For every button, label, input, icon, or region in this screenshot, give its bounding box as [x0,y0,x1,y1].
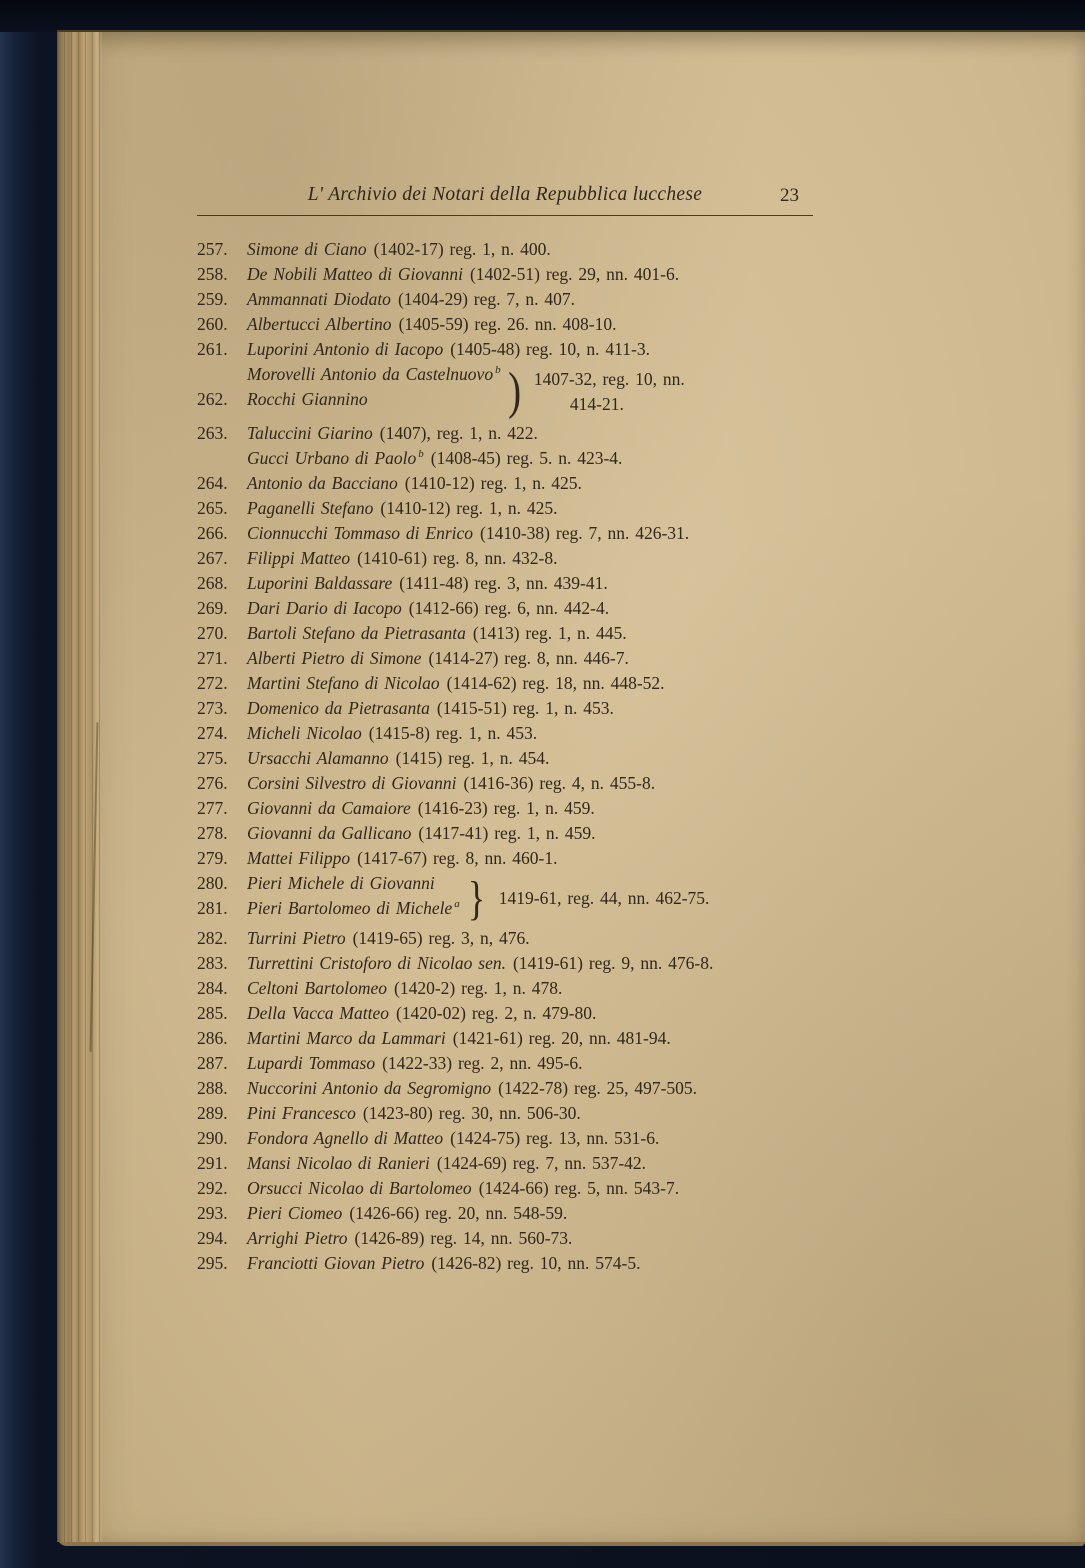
entry-row [197,1226,813,1251]
entry-name: Arrighi Pietro [247,1228,348,1248]
entry-number: 266. [197,523,228,543]
entry-number: 292. [197,1178,228,1198]
entry-name: Pieri Bartolomeo di Michele [247,898,453,918]
entry-row [197,1101,813,1126]
group-names [197,871,460,926]
entry-row [197,696,813,721]
entry-name: Giovanni da Camaiore [247,798,411,818]
entry-name: Domenico da Pietrasanta [247,698,430,718]
entry-detail: (1415) reg. 1, n. 454. [395,748,550,768]
entry-name: Luporini Antonio di Iacopo [247,339,444,359]
entry-detail: (1421-61) reg. 20, nn. 481-94. [452,1028,671,1048]
group-detail-line: 1419-61, reg. 44, nn. 462-75. [498,888,710,908]
entry-name: Dari Dario di Iacopo [247,598,402,618]
entry-name: Luporini Baldassare [247,573,393,593]
entry-name: Paganelli Stefano [247,498,374,518]
entry-row [197,1126,813,1151]
entry-row [197,721,813,746]
entry-detail: (1424-69) reg. 7, nn. 537-42. [436,1153,647,1173]
entry-number: 283. [197,953,228,973]
entry-name: Giovanni da Gallicano [247,823,412,843]
entry-name: Celtoni Bartolomeo [247,978,388,998]
entry-number: 261. [197,339,228,359]
entry-detail: (1416-36) reg. 4, n. 455-8. [463,773,656,793]
entry-detail: (1408-45) reg. 5. n. 423-4. [430,448,623,468]
entry-row [197,1176,813,1201]
entry-number: 294. [197,1228,228,1248]
entry-detail: (1414-27) reg. 8, nn. 446-7. [428,648,629,668]
entry-name: Micheli Nicolao [247,723,362,743]
entry-row [197,312,813,337]
book-page [57,30,1085,1546]
entry-row [197,796,813,821]
entry-detail: (1426-66) reg. 20, nn. 548-59. [349,1203,568,1223]
header-rule [197,215,813,216]
group-names [197,362,501,421]
entry-name: Turrettini Cristoforo di Nicolao sen. [247,953,506,973]
entry-detail: (1417-41) reg. 1, n. 459. [418,823,596,843]
entry-detail: (1415-51) reg. 1, n. 453. [436,698,614,718]
entry-name: Morovelli Antonio da Castelnuovo [247,364,494,384]
entry-number: 295. [197,1253,228,1273]
header-title: L' Archivio dei Notari della Repubblica lucchese [307,184,703,205]
entry-detail: (1410-12) reg. 1, n. 425. [380,498,558,518]
group-detail-line: 1407-32, reg. 10, nn. [533,368,685,389]
page-number: 23 [780,185,799,206]
entry-row [197,926,813,951]
entry-number: 277. [197,798,228,818]
group-brace: } [467,872,485,925]
entry-row [197,1251,813,1276]
entry-name: Pieri Ciomeo [247,1203,343,1223]
entry-number: 269. [197,598,228,618]
entry-row [197,496,813,521]
entry-number: 265. [197,498,228,518]
entry-detail: (1423-80) reg. 30, nn. 506-30. [362,1103,581,1123]
entry-number: 270. [197,623,228,643]
entry-number: 272. [197,673,228,693]
entry-name: Corsini Silvestro di Giovanni [247,773,457,793]
entry-name: Pieri Michele di Giovanni [247,873,435,893]
entry-detail: (1415-8) reg. 1, n. 453. [368,723,538,743]
entry-name: Taluccini Giarino [247,423,373,443]
group-brace: ) [507,363,521,420]
entry-detail: (1416-23) reg. 1, n. 459. [417,798,595,818]
notary-entry-list [197,237,813,1276]
entry-group [197,362,813,421]
group-detail-line: 414-21. [569,393,624,414]
entry-number: 263. [197,423,228,443]
entry-detail: (1417-67) reg. 8, nn. 460-1. [357,848,558,868]
entry-row [197,746,813,771]
entry-row [197,1201,813,1226]
entry-name: Lupardi Tommaso [247,1053,376,1073]
entry-name: Turrini Pietro [247,928,346,948]
entry-row [197,571,813,596]
entry-row [197,237,813,262]
entry-name: Franciotti Giovan Pietro [247,1253,425,1273]
entry-detail: (1424-66) reg. 5, nn. 543-7. [478,1178,680,1198]
entry-row [197,287,813,312]
entry-name: Simone di Ciano [247,239,367,259]
entry-number: 286. [197,1028,228,1048]
entry-detail: (1414-62) reg. 18, nn. 448-52. [446,673,665,693]
entry-name: Della Vacca Matteo [247,1003,389,1023]
entry-number: 293. [197,1203,228,1223]
entry-name: Pini Francesco [247,1103,356,1123]
entry-name: Ammannati Diodato [247,289,391,309]
entry-number: 280. [197,873,228,893]
entry-row [197,596,813,621]
entry-detail: (1402-17) reg. 1, n. 400. [373,239,551,259]
entry-detail: (1410-61) reg. 8, nn. 432-8. [357,548,558,568]
entry-detail: (1405-48) reg. 10, n. 411-3. [450,339,650,359]
entry-name: Martini Stefano di Nicolao [247,673,440,693]
entry-detail: (1426-82) reg. 10, nn. 574-5. [431,1253,641,1273]
group-detail [534,362,685,421]
footnote-marker: a [454,898,460,911]
entry-row [197,387,501,412]
entry-number: 279. [197,848,228,868]
entry-row [197,671,813,696]
entry-detail: (1422-78) reg. 25, 497-505. [498,1078,698,1098]
entry-number: 259. [197,289,228,309]
page-content [197,32,813,1276]
entry-name: Rocchi Giannino [247,389,368,409]
entry-number: 284. [197,978,228,998]
entry-detail: (1420-2) reg. 1, n. 478. [394,978,563,998]
entry-detail: (1419-65) reg. 3, n, 476. [352,928,530,948]
entry-row [197,262,813,287]
scan-top-shadow [0,0,1085,32]
entry-detail: (1419-61) reg. 9, nn. 476-8. [512,953,714,973]
entry-name: Nuccorini Antonio da Segromigno [247,1078,492,1098]
entry-row [197,976,813,1001]
entry-row [197,362,501,387]
entry-detail: (1413) reg. 1, n. 445. [472,623,627,643]
entry-number: 278. [197,823,228,843]
entry-number: 281. [197,898,228,918]
entry-number: 264. [197,473,228,493]
entry-number: 287. [197,1053,228,1073]
entry-row [197,1151,813,1176]
entry-detail: (1407), reg. 1, n. 422. [379,423,538,443]
entry-number: 289. [197,1103,228,1123]
entry-number: 258. [197,264,228,284]
entry-number: 267. [197,548,228,568]
entry-number: 291. [197,1153,228,1173]
entry-number: 285. [197,1003,228,1023]
entry-name: De Nobili Matteo di Giovanni [247,264,463,284]
entry-detail: (1402-51) reg. 29, nn. 401-6. [469,264,680,284]
entry-detail: (1422-33) reg. 2, nn. 495-6. [382,1053,583,1073]
entry-group [197,871,813,926]
entry-row [197,1051,813,1076]
entry-detail: (1410-38) reg. 7, nn. 426-31. [480,523,690,543]
entry-number: 282. [197,928,228,948]
entry-number: 268. [197,573,228,593]
entry-name: Mansi Nicolao di Ranieri [247,1153,430,1173]
entry-row [197,951,813,976]
entry-name: Antonio da Bacciano [247,473,398,493]
entry-number: 274. [197,723,228,743]
entry-name: Fondora Agnello di Matteo [247,1128,444,1148]
entry-detail: (1420-02) reg. 2, n. 479-80. [395,1003,597,1023]
entry-row [197,871,460,896]
entry-detail: (1405-59) reg. 26. nn. 408-10. [398,314,617,334]
entry-row [197,846,813,871]
footnote-marker: b [418,448,424,461]
entry-row [197,337,813,362]
entry-row [197,471,813,496]
running-header [197,184,813,206]
entry-name: Mattei Filippo [247,848,351,868]
entry-row [197,621,813,646]
entry-row [197,646,813,671]
entry-number: 288. [197,1078,228,1098]
entry-row [197,446,813,471]
entry-detail: (1412-66) reg. 6, nn. 442-4. [408,598,610,618]
entry-row [197,771,813,796]
entry-row [197,1001,813,1026]
entry-name: Martini Marco da Lammari [247,1028,446,1048]
entry-name: Albertucci Albertino [247,314,392,334]
entry-row [197,1026,813,1051]
entry-number: 290. [197,1128,228,1148]
entry-detail: (1404-29) reg. 7, n. 407. [397,289,576,309]
entry-detail: (1424-75) reg. 13, nn. 531-6. [450,1128,660,1148]
entry-row [197,1076,813,1101]
group-detail [499,871,710,926]
entry-name: Alberti Pietro di Simone [247,648,422,668]
entry-row [197,546,813,571]
entry-name: Ursacchi Alamanno [247,748,389,768]
entry-number: 257. [197,239,228,259]
entry-number: 260. [197,314,228,334]
entry-detail: (1426-89) reg. 14, nn. 560-73. [354,1228,573,1248]
entry-name: Filippi Matteo [247,548,351,568]
entry-row [197,896,460,921]
footnote-marker: b [495,364,501,377]
entry-name: Gucci Urbano di Paolo [247,448,417,468]
entry-row [197,521,813,546]
entry-number: 276. [197,773,228,793]
entry-number: 275. [197,748,228,768]
entry-number: 273. [197,698,228,718]
entry-name: Bartoli Stefano da Pietrasanta [247,623,466,643]
entry-number: 262. [197,389,228,409]
entry-row [197,421,813,446]
entry-name: Orsucci Nicolao di Bartolomeo [247,1178,472,1198]
entry-name: Cionnucchi Tommaso di Enrico [247,523,474,543]
entry-row [197,821,813,846]
entry-number: 271. [197,648,228,668]
entry-detail: (1410-12) reg. 1, n. 425. [404,473,582,493]
entry-detail: (1411-48) reg. 3, nn. 439-41. [399,573,608,593]
